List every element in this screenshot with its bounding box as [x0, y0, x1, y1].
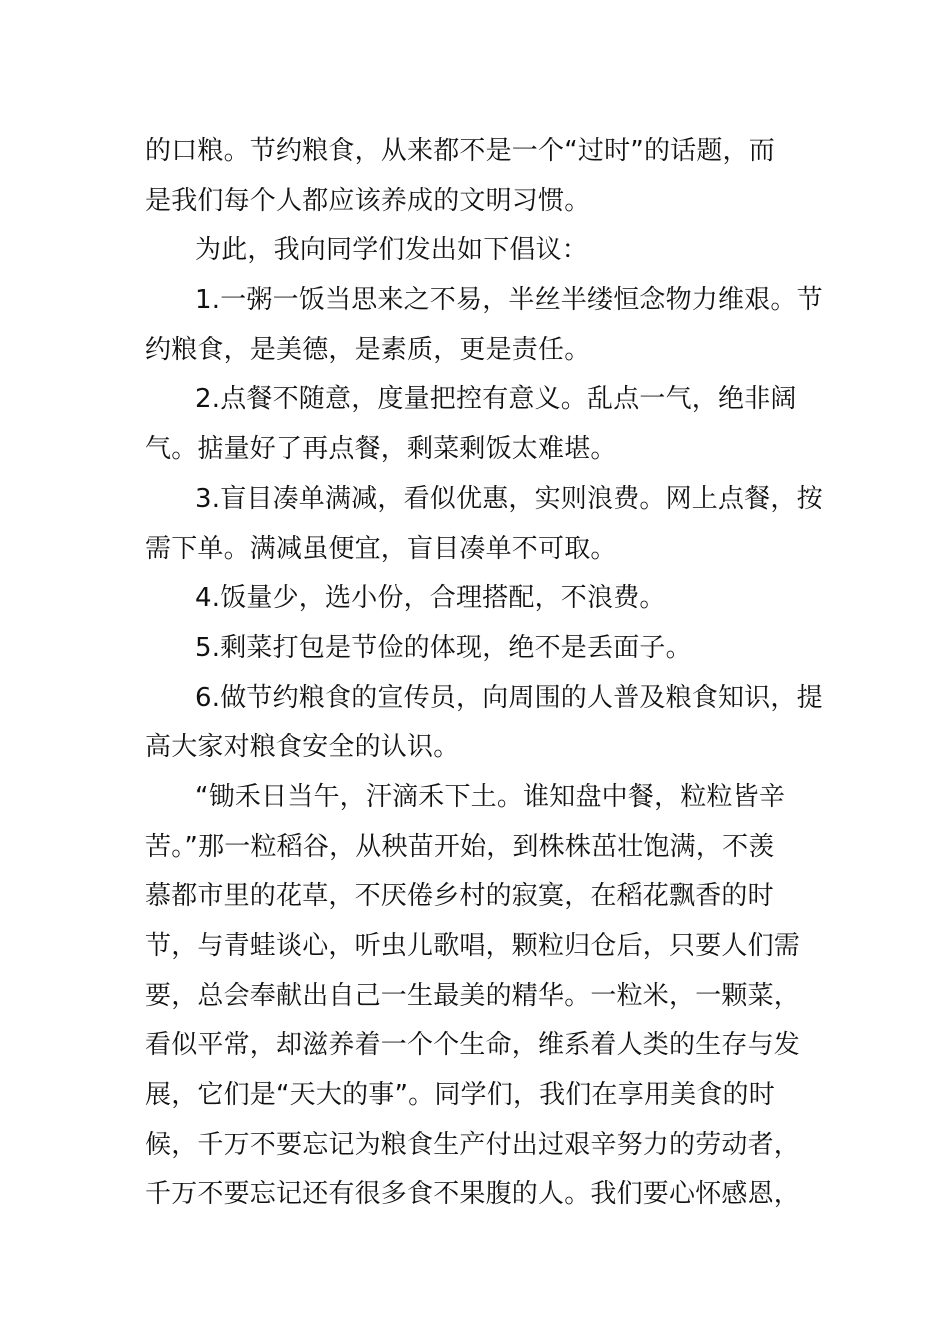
text-line: 苦。”那一粒稻谷，从秧苗开始，到株株茁壮饱满，不羡	[145, 831, 775, 862]
text-line: 约粮食，是美德，是素质，更是责任。	[145, 334, 591, 365]
text-line: 2.点餐不随意，度量把控有意义。乱点一气，绝非阔	[195, 384, 797, 415]
text-line: 要，总会奉献出自己一生最美的精华。一粒米，一颗菜，	[145, 980, 801, 1011]
text-line: 是我们每个人都应该养成的文明习惯。	[145, 185, 591, 216]
text-line: 5.剩菜打包是节俭的体现，绝不是丢面子。	[195, 632, 692, 663]
text-line: 需下单。满减虽便宜，盲目凑单不可取。	[145, 533, 617, 564]
text-line: 3.盲目凑单满减，看似优惠，实则浪费。网上点餐，按	[195, 483, 823, 514]
text-line: 高大家对粮食安全的认识。	[145, 732, 460, 763]
text-line: 的口粮。节约粮食，从来都不是一个“过时”的话题，而	[145, 136, 775, 166]
text-line: 展，它们是“天大的事”。同学们，我们在享用美食的时	[145, 1080, 775, 1111]
text-line: 1.一粥一饭当思来之不易，半丝半缕恒念物力维艰。节	[195, 285, 823, 316]
document-body	[145, 127, 823, 1220]
text-line: “锄禾日当午，汗滴禾下土。谁知盘中餐，粒粒皆辛	[195, 781, 786, 812]
text-line: 4.饭量少，选小份，合理搭配，不浪费。	[195, 583, 666, 614]
text-line: 6.做节约粮食的宣传员，向周围的人普及粮食知识，提	[195, 682, 823, 713]
text-line: 千万不要忘记还有很多食不果腹的人。我们要心怀感恩，	[145, 1179, 801, 1210]
text-line: 节，与青蛙谈心，听虫儿歌唱，颗粒归仓后，只要人们需	[145, 931, 801, 961]
text-line: 看似平常，却滋养着一个个生命，维系着人类的生存与发	[145, 1030, 801, 1061]
text-line: 慕都市里的花草，不厌倦乡村的寂寞，在稻花飘香的时	[145, 881, 774, 912]
text-line: 气。掂量好了再点餐，剩菜剩饭太难堪。	[145, 434, 617, 465]
text-line: 候，千万不要忘记为粮食生产付出过艰辛努力的劳动者，	[145, 1129, 801, 1160]
text-line: 为此，我向同学们发出如下倡议：	[195, 235, 589, 266]
